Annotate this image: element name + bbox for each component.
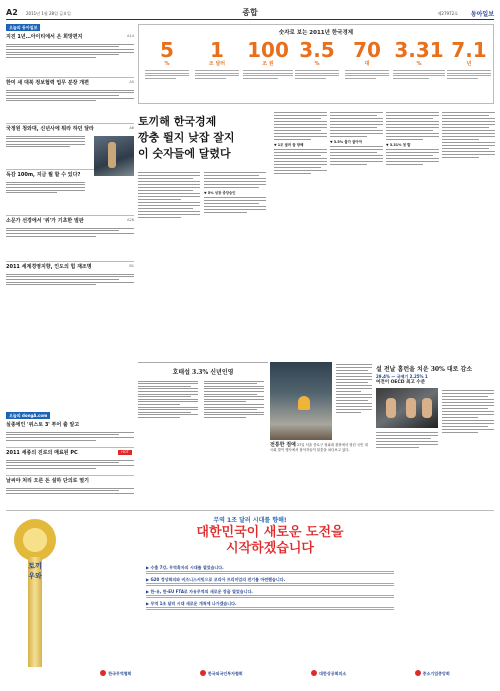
ad-item: ▶ 무역 1조 달러 시대 새로운 개척에 나가겠습니다. [146,600,237,606]
dongacom-box [6,412,134,506]
headline-line: 이 숫자들에 달렸다 [138,147,231,160]
stat-unit: 년 [466,61,472,67]
right-subtitle: 여전이 OECD 최고 수준 [376,380,426,385]
web-item-title: 실종에인 '위스토 3' 투어 출 알고 [6,422,80,428]
web-item-title: 날씨야 처리 오른 돈 설하 단의로 열기 [6,478,89,484]
brief-title: 지진 1년…아이티에서 온 희망편지 [6,34,83,40]
subhead: ▼ 5% 성장 중앙승인 [204,191,236,195]
stat-unit: 대 [364,61,370,67]
stat-unit: % [164,61,170,67]
stat-item [295,39,339,99]
ad-item: ▶ G20 정상회의와 비즈니스서밋으로 코리아 프리미엄의 전기를 마련했습니다. [146,576,286,582]
meeting-photo [376,388,438,428]
subhead: ▼ 1조 달러 꿈 향해 [274,143,304,147]
brief-title: 소문가 선경에서 '위'가 기초한 벌판 [6,218,84,224]
body-column [138,170,200,350]
brief-page: B1 [129,264,134,268]
headline-line: 토끼해 한국경제 [138,115,217,128]
stat-unit: % [314,61,320,67]
brief-page: A14 [127,34,134,38]
brief-page: A6 [129,126,134,130]
stat-unit: % [416,61,422,67]
ad-item: ▶ 수출 7강, 무역흑자의 시대를 열었습니다. [146,565,224,570]
dongacom-tag: 오늘의 dongA.com [6,412,50,419]
subhead: ▼ 3.31% 첫 발 [386,143,411,147]
ad-headline: 대한민국이 새로운 도전을 시작하겠습니다 [196,525,344,556]
sponsor-logos [66,667,484,679]
advertisement[interactable] [6,510,494,685]
stat-item [145,39,189,99]
issue-number: 제27972호 [437,11,458,16]
sponsor-logo: 중소기업중앙회 [415,670,450,676]
body-column [204,170,266,350]
stat-item [195,39,239,99]
athlete-photo [94,136,134,176]
web-item-title: 2011 세종의 진로의 매료된 PC [6,450,78,456]
stat-number: 3.5 [299,38,335,62]
caption-title: 전통한 점예 [270,442,296,448]
ribbon-text: 토끼 우와 [28,557,42,667]
web-item[interactable] [6,448,134,476]
main-story [138,110,494,360]
web-item[interactable] [6,420,134,448]
body-column [442,110,495,350]
right-headline[interactable]: 설 전날 홈런을 치운 30% 대로 감소 [376,366,473,373]
sponsor-logo: 한국외국인투자협회 [200,670,243,676]
body-column [330,110,383,350]
stat-number: 70 [353,38,381,62]
infobox-title: 숫자로 보는 2011년 한국경제 [278,30,354,36]
stat-unit: 조 달러 [208,61,226,67]
fire-photo [270,362,332,440]
brief-title: 한미 새 대북 정보협력 업무 분장 개편 [6,80,89,86]
issue-date: 2011년 1월 28일 금요일 [26,11,71,16]
body-column [274,110,327,350]
sponsor-logo: 대한상공회의소 [311,670,346,676]
briefs-column [6,24,134,404]
secondary-headline[interactable]: 호태섭 3.3% 신년인영 [172,369,234,376]
ad-item: ▶ 한-유, 한-EU FTA로 자유무역의 새로운 장을 열었습니다. [146,588,253,594]
brief-title: 국정원 청와대, 신년사에 뭐라 하던 달라 [6,126,94,132]
ad-subtitle: 무역 1조 달러 시대를 향해! [213,517,287,524]
medal-graphic [12,519,58,669]
caption-text: 27일 서울 종로구 청와대 광장에서 열린 국민 대 국회 맞이 행사에서 참석자들이 불꽃을 쳐다보고 있다. [270,443,368,453]
brief-item[interactable] [6,78,134,124]
hot-badge: HOT [118,450,132,455]
stat-item [243,39,293,99]
subhead: ▼ 3.5% 물가 잡아야 [330,140,362,144]
stat-unit: 조 원 [262,61,274,67]
right-story [376,362,494,462]
brief-item[interactable] [6,262,134,308]
stat-number: 3.31 [394,38,444,62]
stat-item [345,39,389,99]
photo-story [270,362,372,462]
stat-item [393,39,445,99]
brief-page: A5 [129,80,134,84]
stat-number: 5 [160,38,174,62]
sponsor-logo: 한국무역협회 [100,670,131,676]
brief-item[interactable] [6,216,134,262]
ad-list [146,565,416,613]
main-headline[interactable] [138,114,268,162]
brief-item[interactable] [6,32,134,78]
stat-item [447,39,491,99]
stat-number: 1 [210,38,224,62]
newspaper-logo: 동아일보 [470,11,494,18]
section-tag: 오늘의 동아일보 [6,24,40,31]
section-title: 종합 [242,8,258,17]
page-header [6,6,494,20]
brief-page: A28 [127,218,134,222]
brief-title: 독감 100m, 지금 뭘 할 수 있다? [6,172,81,178]
brief-item[interactable] [6,170,134,216]
right-stat: 29.4% — 국제기 2.25% 1 [376,374,428,379]
body-column [386,110,439,350]
numbers-infobox [138,24,494,104]
headline-line: 깡충 뛸지 낮잡 잘지 [138,131,235,144]
secondary-story [138,362,268,462]
stat-number: 7.1 [451,38,487,62]
stat-number: 100 [247,38,289,62]
photo-caption [270,442,372,453]
brief-title: 2011 세계경영지향, 인도의 힘 재조명 [6,264,92,270]
web-item[interactable] [6,476,134,504]
page-number: A2 [6,8,18,17]
